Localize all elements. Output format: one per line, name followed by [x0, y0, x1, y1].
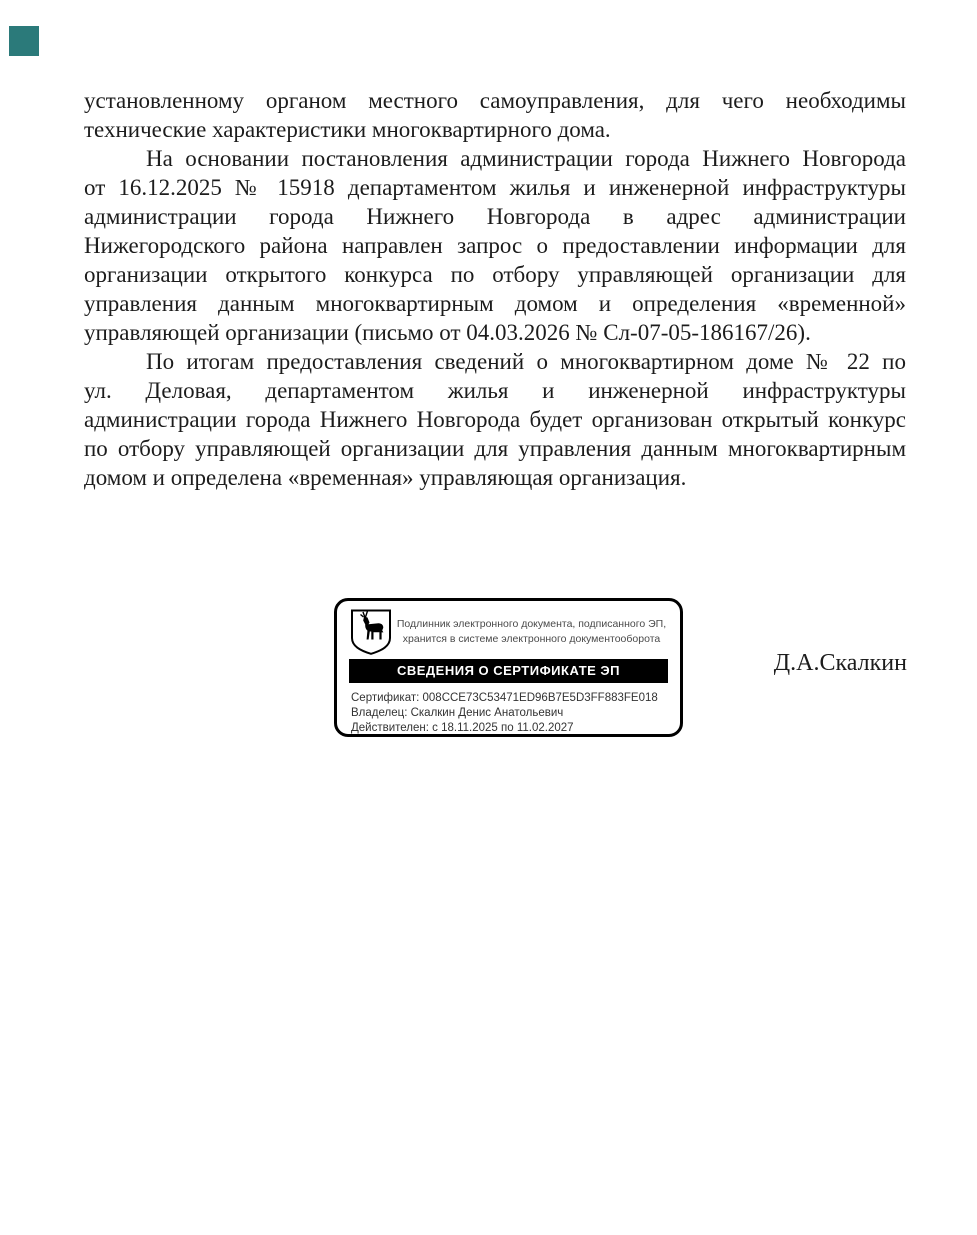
- stamp-title-bar: СВЕДЕНИЯ О СЕРТИФИКАТЕ ЭП: [349, 659, 668, 683]
- text-line: администрации города Нижнего Новгорода будет организован открытый конкурс: [84, 407, 906, 432]
- text-line: технические характеристики многоквартирного дома.: [84, 117, 611, 142]
- signature-name: Д.А.Скалкин: [773, 650, 907, 676]
- paragraph: [84, 144, 906, 347]
- certificate-line: Сертификат: 008CCE73C53471ED96B7E5D3FF883FE018: [351, 692, 658, 704]
- deer-coat-of-arms-icon: [349, 608, 393, 656]
- stamp-header-text: [393, 617, 670, 647]
- stamp-certificate-block: [337, 683, 680, 736]
- text-line: На основании постановления администрации города Нижнего Новгорода: [146, 146, 906, 171]
- text-line: домом и определена «временная» управляющая организация.: [84, 465, 687, 490]
- text-line: по отбору управляющей организации для управления данным многоквартирным: [84, 436, 906, 461]
- document-body-text: [84, 86, 906, 492]
- stamp-header-row: [337, 601, 680, 658]
- text-line: ул. Деловая, департаментом жилья и инженерной инфраструктуры: [84, 378, 906, 403]
- validity-line: Действителен: с 18.11.2025 по 11.02.2027: [351, 722, 574, 734]
- text-line: По итогам предоставления сведений о многоквартирном доме № 22 по: [146, 349, 906, 374]
- owner-line: Владелец: Скалкин Денис Анатольевич: [351, 707, 564, 719]
- stamp-header-line2: хранится в системе электронного документооборота: [402, 633, 661, 645]
- text-line: от 16.12.2025 № 15918 департаментом жилья и инженерной инфраструктуры: [84, 175, 906, 200]
- text-line: управления данным многоквартирным домом и определения «временной»: [84, 291, 906, 316]
- text-line: организации открытого конкурса по отбору управляющей организации для: [84, 262, 906, 287]
- electronic-signature-stamp: [334, 598, 683, 737]
- stamp-header-line1: Подлинник электронного документа, подписанного ЭП,: [396, 618, 667, 630]
- text-line: управляющей организации (письмо от 04.03.2026 № Сл-07-05-186167/26).: [84, 320, 811, 345]
- paragraph: [84, 347, 906, 492]
- text-line: администрации города Нижнего Новгорода в адрес администрации: [84, 204, 906, 229]
- text-line: установленному органом местного самоуправления, для чего необходимы: [84, 88, 906, 113]
- text-line: Нижегородского района направлен запрос о предоставлении информации для: [84, 233, 906, 258]
- corner-marker: [9, 26, 39, 56]
- paragraph: [84, 86, 906, 144]
